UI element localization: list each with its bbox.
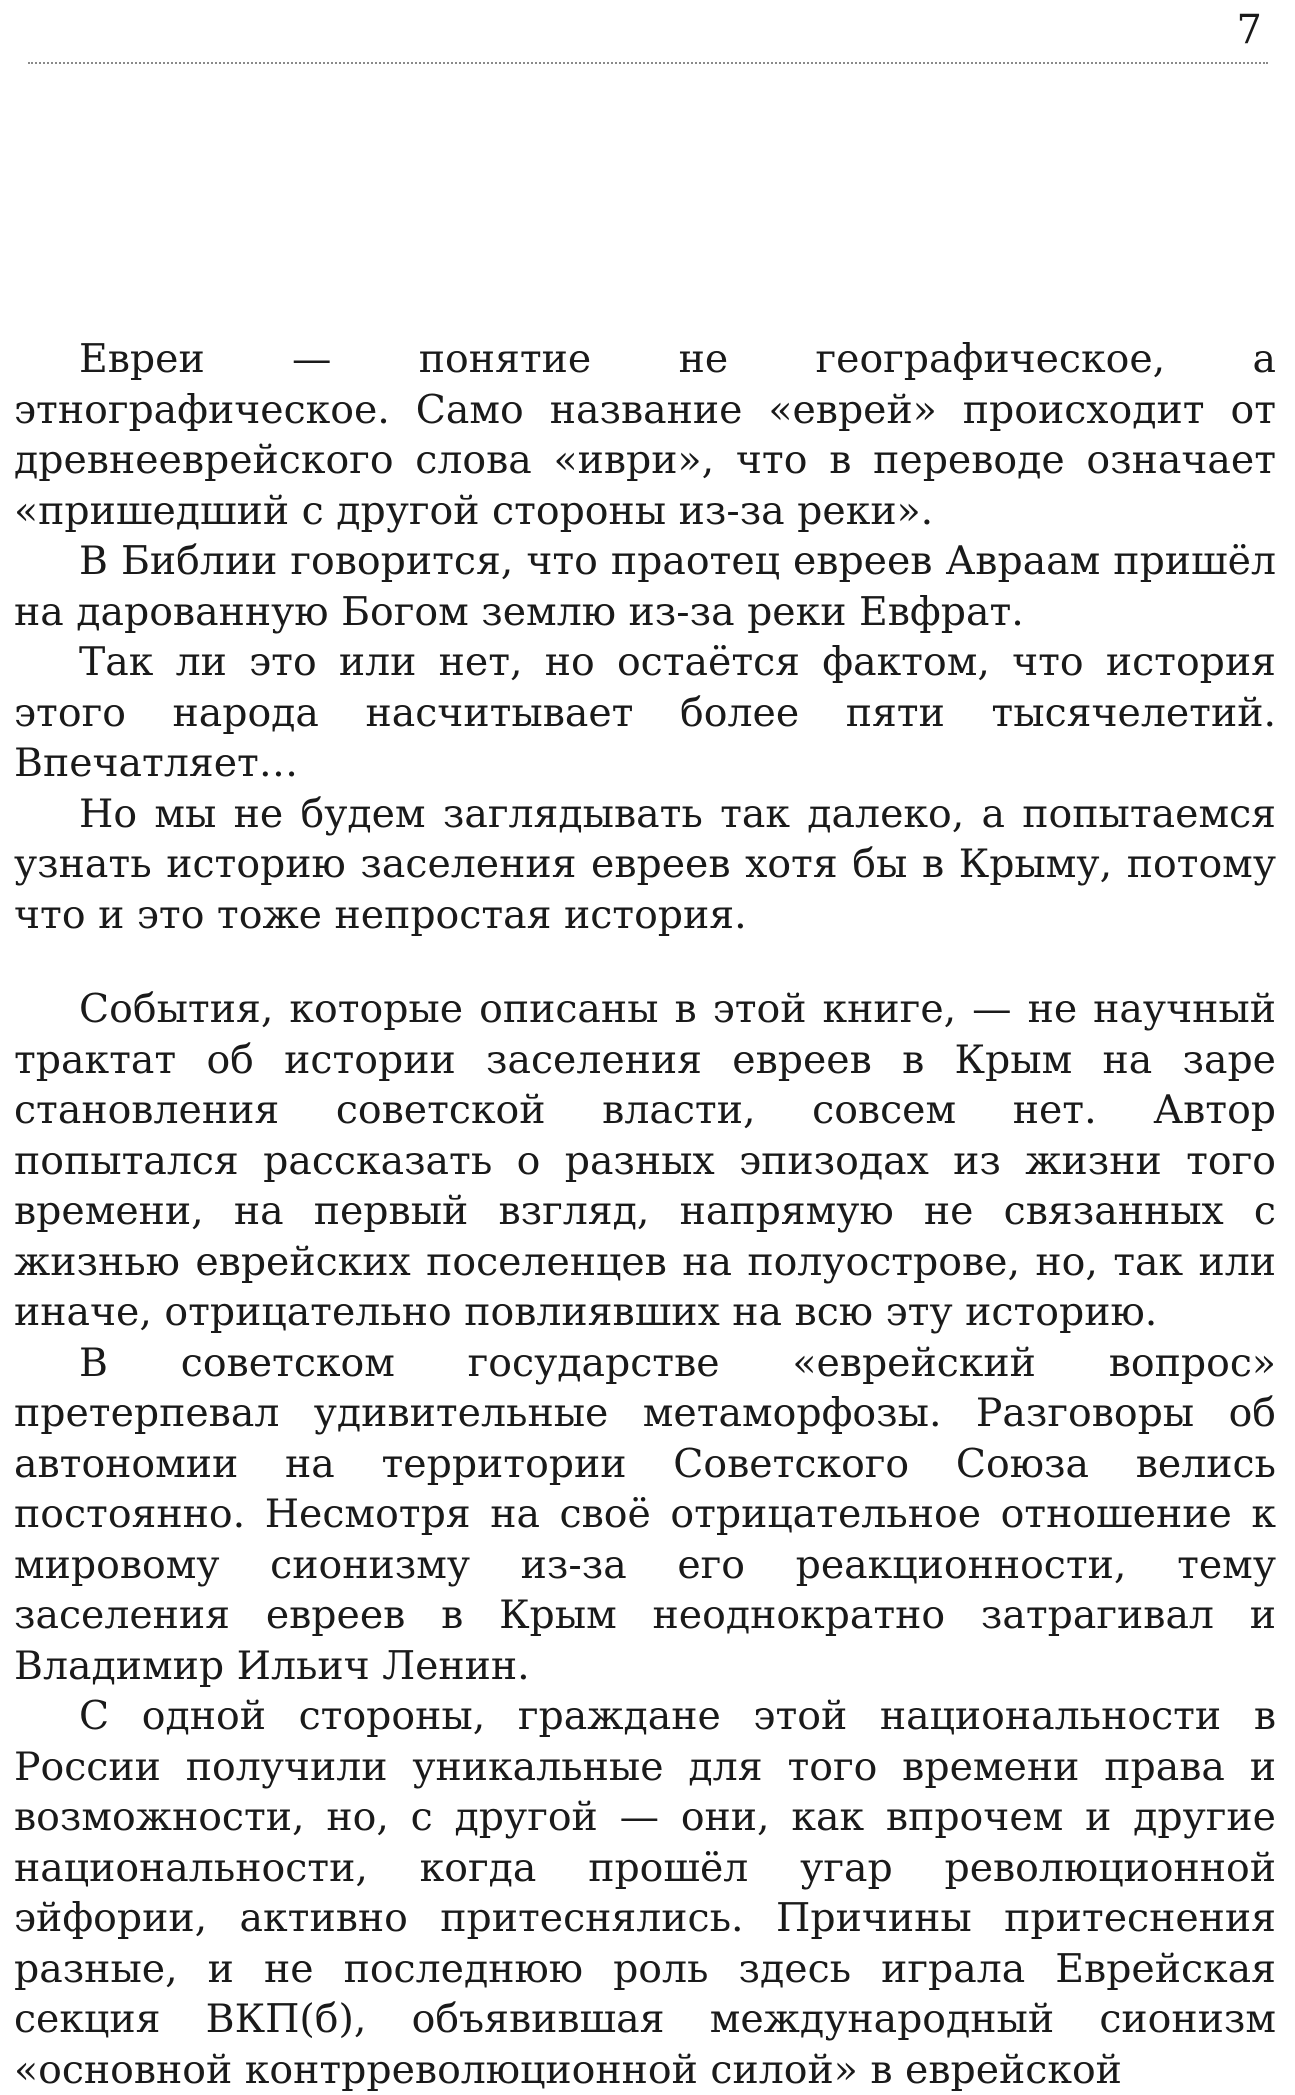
paragraph: В советском государстве «еврейский вопрос» претерпевал удивительные метаморфозы. Разговоры об автономии на территории Советского Союза велись постоянно. Несмотря на своё отрицательное отношение к мировому сионизму из-за его реакционности, тему заселения евреев в Крым неоднократно затрагивал и Владимир Ильич Ленин. (14, 1339, 1276, 1689)
text-section-intro (14, 334, 1276, 940)
paragraph: Но мы не будем заглядывать так далеко, а попытаемся узнать историю заселения евреев хотя бы в Крыму, потому что и это тоже непростая история. (14, 790, 1276, 938)
page-header (28, 0, 1268, 64)
paragraph: Так ли это или нет, но остаётся фактом, что история этого народа насчитывает более пяти тысячелетий. Впечатляет… (14, 639, 1276, 786)
paragraph: События, которые описаны в этой книге, — не научный трактат об истории заселения евреев в Крым на заре становления советской власти, совсем нет. Автор попытался рассказать о разных эпизодах из жизни того времени, на первый взгляд, напрямую не связанных с жизнью еврейских поселенцев на полуострове, но, так или иначе, отрицательно повлиявших на всю эту историю. (14, 986, 1276, 1335)
text-section-main (14, 984, 1276, 2095)
paragraph: С одной стороны, граждане этой национальности в России получили уникальные для того времени права и возможности, но, с другой — они, как впрочем и другие национальности, когда прошёл угар революционной эйфории, активно притеснялись. Причины притеснения разные, и не последнюю роль здесь играла Еврейская секция ВКП(б), объявившая международный сионизм «основной контрреволюционной силой» в еврейской (14, 1693, 1276, 2093)
paragraph: В Библии говорится, что праотец евреев Авраам пришёл на дарованную Богом землю из-за реки Евфрат. (14, 538, 1276, 635)
page-number: 7 (1236, 7, 1262, 53)
paragraph: Евреи — понятие не географическое, а этнографическое. Само название «еврей» происходит от древнееврейского слова «иври», что в переводе означает «пришедший с другой стороны из-за реки». (14, 336, 1276, 534)
